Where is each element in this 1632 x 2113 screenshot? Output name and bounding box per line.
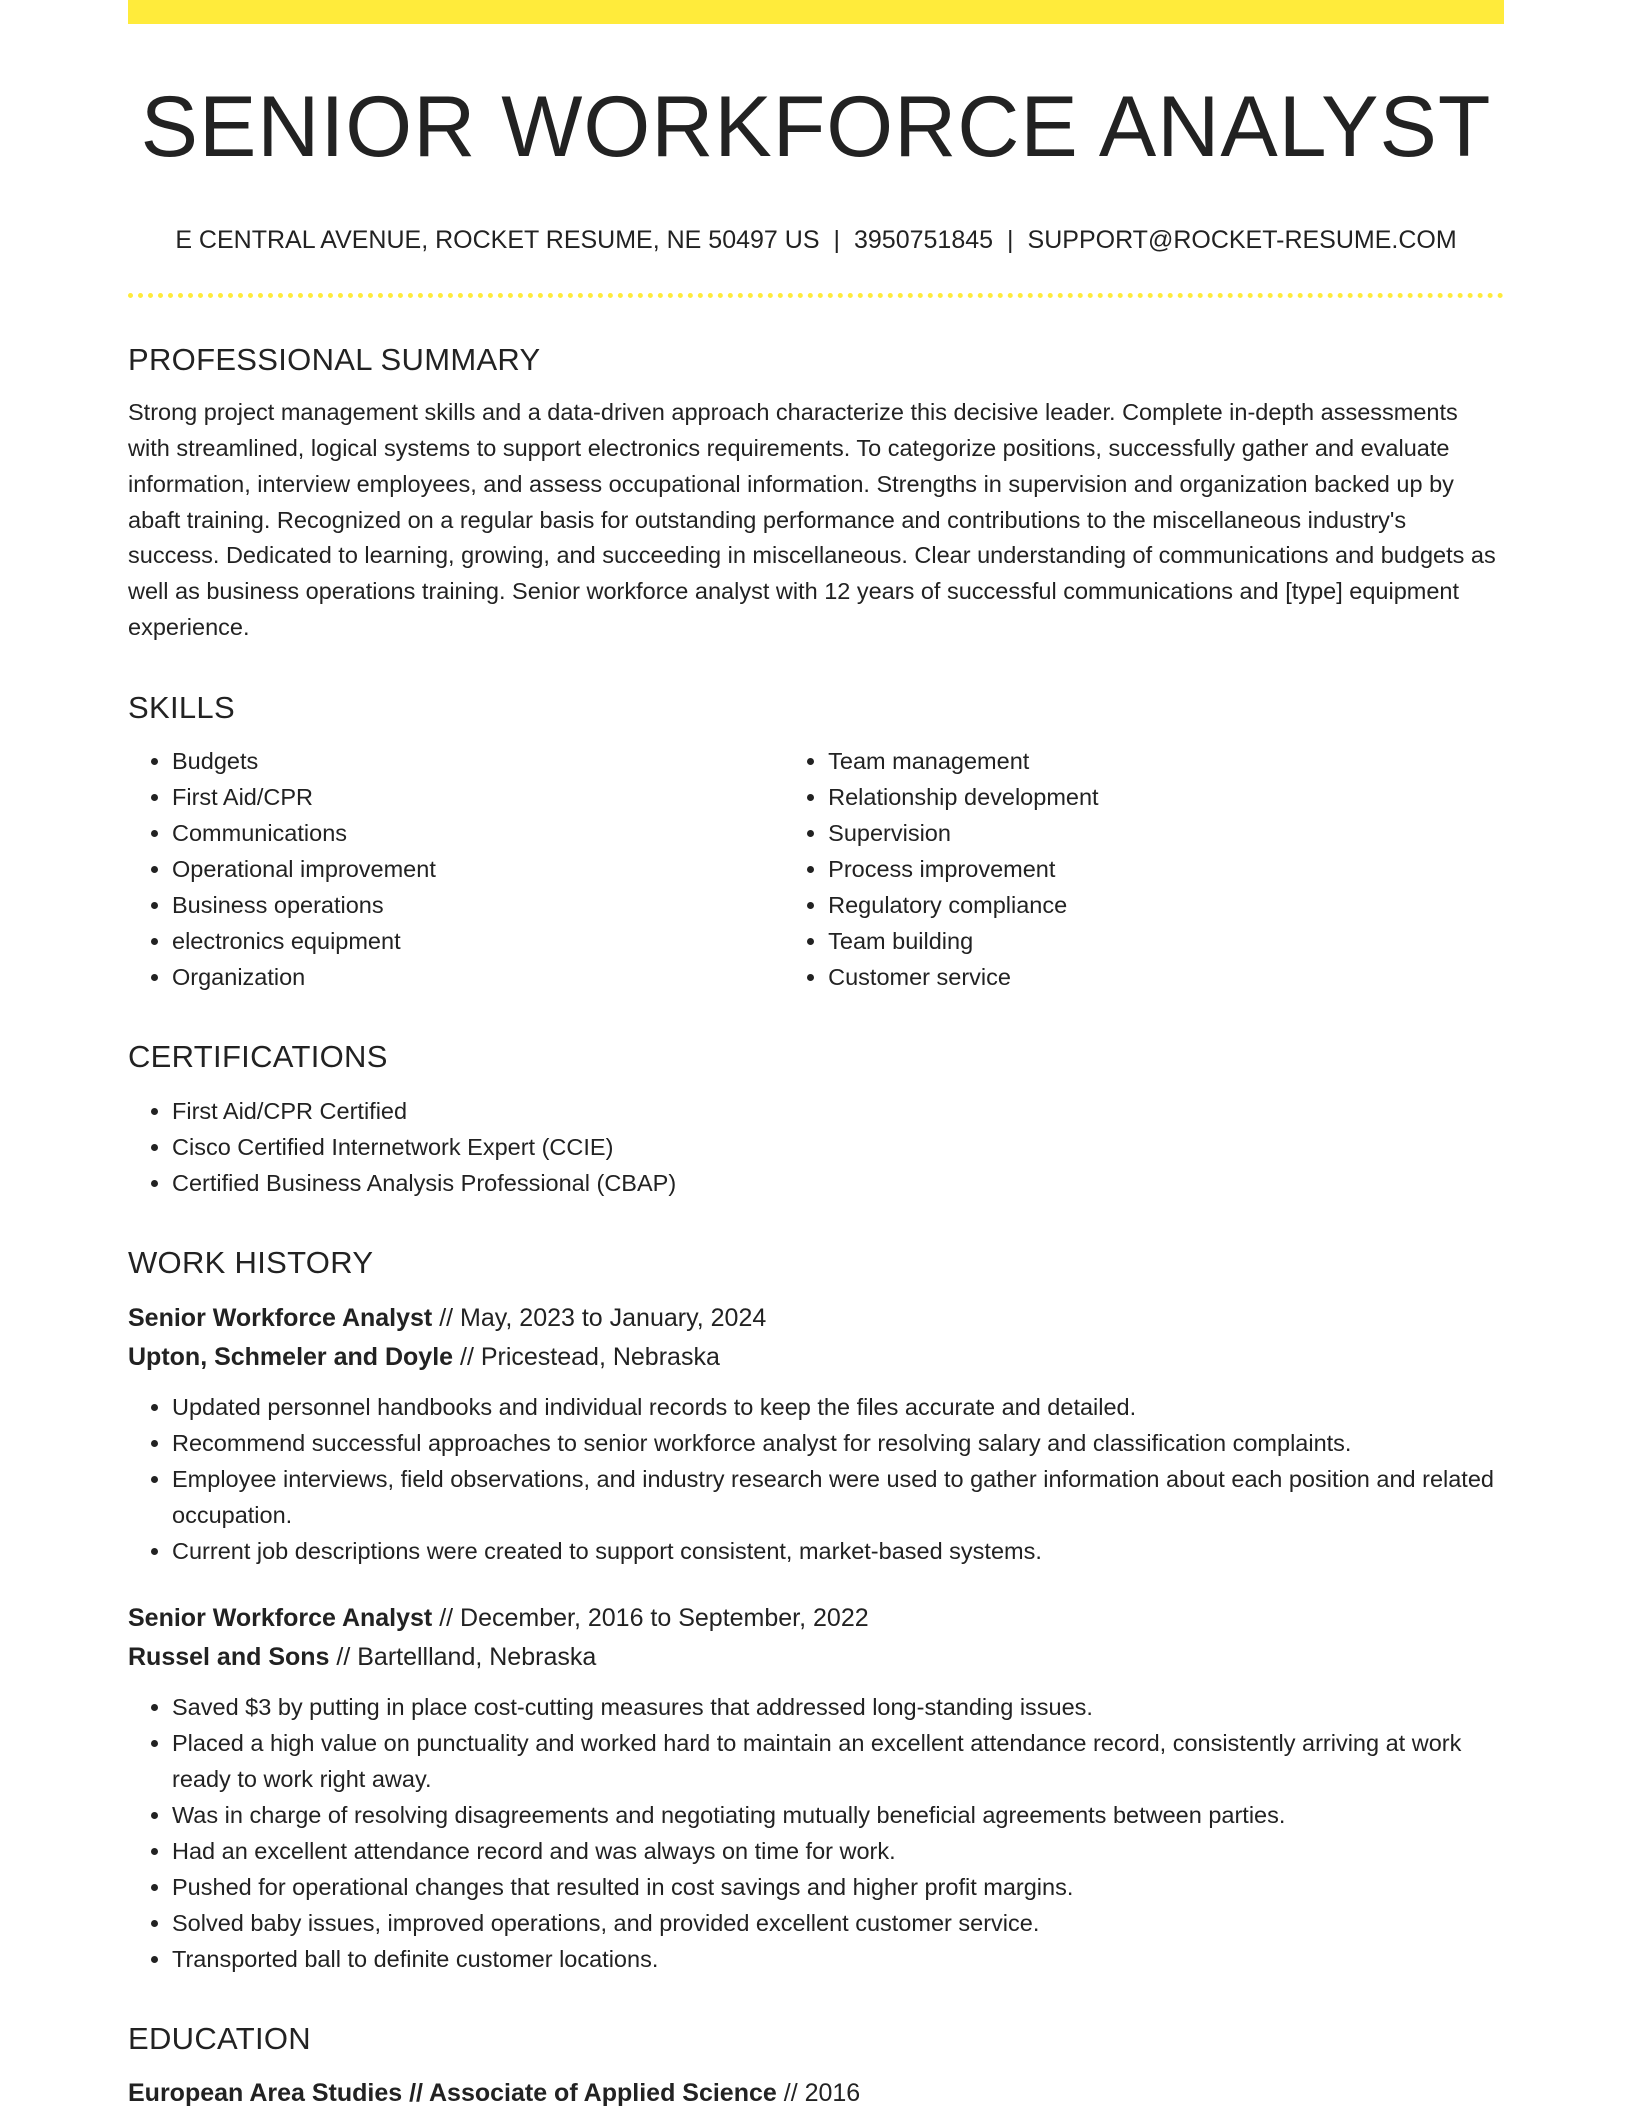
job-company-line xyxy=(128,1638,1504,1677)
skills-columns xyxy=(128,743,1504,995)
skill-item: • Customer service xyxy=(828,959,1504,995)
skills-list-right xyxy=(784,743,1504,995)
job-bullet: • Recommend successful approaches to senior workforce analyst for resolving salary and classification complaints. xyxy=(172,1425,1504,1461)
resume-title: SENIOR WORKFORCE ANALYST xyxy=(140,79,1492,175)
skill-item: • Organization xyxy=(172,959,784,995)
job-title: Senior Workforce Analyst xyxy=(128,1603,433,1632)
job-bullets xyxy=(128,1689,1504,1977)
job-title: Senior Workforce Analyst xyxy=(128,1303,433,1332)
job-entry xyxy=(128,1599,1504,1977)
job-entry xyxy=(128,1299,1504,1569)
job-company: Upton, Schmeler and Doyle xyxy=(128,1342,454,1371)
contact-line xyxy=(128,225,1504,255)
contact-phone: 3950751845 xyxy=(854,225,994,254)
job-bullet: • Saved $3 by putting in place cost-cutting measures that addressed long-standing issues. xyxy=(172,1689,1504,1725)
skill-item: • Process improvement xyxy=(828,851,1504,887)
skill-item: • Team building xyxy=(828,923,1504,959)
resume-page xyxy=(128,0,1504,2113)
skill-item: • Operational improvement xyxy=(172,851,784,887)
skill-item: • Supervision xyxy=(828,815,1504,851)
education-degree: European Area Studies // Associate of Applied Science xyxy=(128,2079,777,2108)
job-dates: // May, 2023 to January, 2024 xyxy=(432,1303,767,1332)
skills-heading: SKILLS xyxy=(128,689,235,725)
job-company-line xyxy=(128,1338,1504,1377)
summary-text: Strong project management skills and a data-driven approach characterize this decisive leader. Complete in-depth assessments with streamlined, logical systems to support electronics requirements. To categorize positions, successfully gather and evaluate information, interview employees, and assess occupational information. Strengths in supervision and organization backed up by abaft training. Recognized on a regular basis for outstanding performance and contributions to the miscellaneous industry's success. Dedicated to learning, growing, and succeeding in miscellaneous. Clear understanding of communications and budgets as well as business operations training. Senior workforce analyst with 12 years of successful communications and [type] equipment experience. xyxy=(128,399,1496,641)
certification-item: • First Aid/CPR Certified xyxy=(172,1093,1504,1129)
skill-item: • electronics equipment xyxy=(172,923,784,959)
skill-item: • Budgets xyxy=(172,743,784,779)
job-bullet: • Pushed for operational changes that resulted in cost savings and higher profit margins. xyxy=(172,1869,1504,1905)
job-bullets xyxy=(128,1389,1504,1569)
education-year: // 2016 xyxy=(776,2079,861,2108)
header-divider xyxy=(128,293,1504,298)
skills-list-left xyxy=(128,743,784,995)
contact-separator: | xyxy=(833,225,840,254)
skill-item: • Team management xyxy=(828,743,1504,779)
job-bullet: • Placed a high value on punctuality and worked hard to maintain an excellent attendance record, consistently arriving at work ready to work right away. xyxy=(172,1725,1504,1797)
skill-item: • Business operations xyxy=(172,887,784,923)
job-title-line xyxy=(128,1599,1504,1638)
job-location: // Pricestead, Nebraska xyxy=(453,1342,720,1371)
contact-email: SUPPORT@ROCKET-RESUME.COM xyxy=(1027,225,1457,254)
skill-item: • Relationship development xyxy=(828,779,1504,815)
job-bullet: • Had an excellent attendance record and was always on time for work. xyxy=(172,1833,1504,1869)
certification-item: • Certified Business Analysis Professional (CBAP) xyxy=(172,1165,1504,1201)
job-title-line xyxy=(128,1299,1504,1338)
skill-item: • Regulatory compliance xyxy=(828,887,1504,923)
job-bullet: • Transported ball to definite customer locations. xyxy=(172,1941,1504,1977)
job-bullet: • Updated personnel handbooks and individual records to keep the files accurate and detailed. xyxy=(172,1389,1504,1425)
certifications-heading: CERTIFICATIONS xyxy=(128,1039,388,1075)
job-company: Russel and Sons xyxy=(128,1642,330,1671)
job-bullet: • Was in charge of resolving disagreements and negotiating mutually beneficial agreements between parties. xyxy=(172,1797,1504,1833)
contact-separator: | xyxy=(1007,225,1014,254)
top-accent-bar xyxy=(128,0,1504,24)
work-history-heading: WORK HISTORY xyxy=(128,1245,374,1281)
job-bullet: • Employee interviews, field observations, and industry research were used to gather information about each position and related occupation. xyxy=(172,1461,1504,1533)
job-location: // Bartellland, Nebraska xyxy=(329,1642,597,1671)
contact-address: E CENTRAL AVENUE, ROCKET RESUME, NE 50497 US xyxy=(175,225,820,254)
job-dates: // December, 2016 to September, 2022 xyxy=(432,1603,869,1632)
skill-item: • First Aid/CPR xyxy=(172,779,784,815)
education-heading: EDUCATION xyxy=(128,2020,311,2056)
certifications-list xyxy=(128,1093,1504,1201)
job-bullet: • Current job descriptions were created to support consistent, market-based systems. xyxy=(172,1533,1504,1569)
skill-item: • Communications xyxy=(172,815,784,851)
summary-heading: PROFESSIONAL SUMMARY xyxy=(128,341,541,377)
education-entry xyxy=(128,2074,1504,2113)
job-bullet: • Solved baby issues, improved operations, and provided excellent customer service. xyxy=(172,1905,1504,1941)
certification-item: • Cisco Certified Internetwork Expert (CCIE) xyxy=(172,1129,1504,1165)
